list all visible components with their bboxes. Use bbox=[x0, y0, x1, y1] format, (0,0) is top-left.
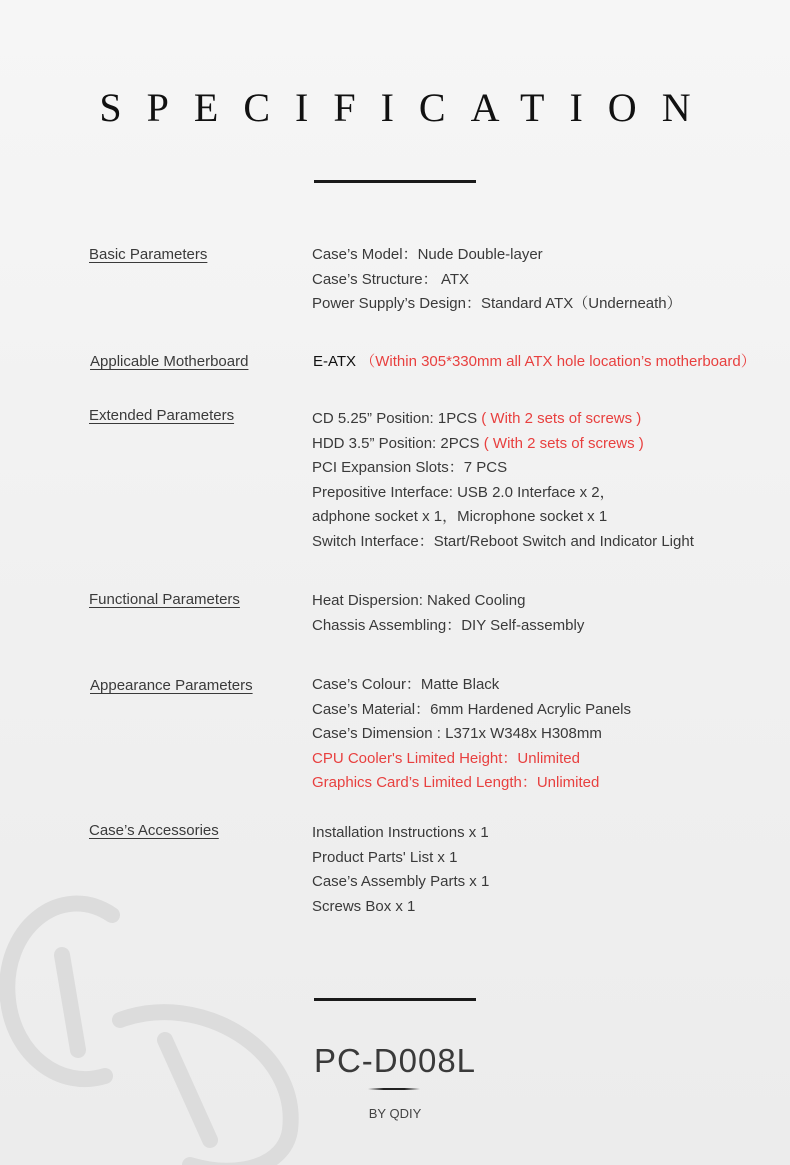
spec-line: CD 5.25” Position: 1PCS ( With 2 sets of screws ) bbox=[312, 410, 642, 427]
applicable-motherboard-label: Applicable Motherboard bbox=[90, 353, 249, 370]
screws-note: ( With 2 sets of screws ) bbox=[483, 434, 644, 452]
motherboard-note: （Within 305*330mm all ATX hole location’s motherboard） bbox=[360, 353, 756, 370]
spec-line: Case’s Model：Nude Double-layer bbox=[312, 246, 543, 263]
footer-divider bbox=[314, 998, 476, 1001]
screws-note: ( With 2 sets of screws ) bbox=[481, 410, 642, 427]
spec-line: Chassis Assembling：DIY Self-assembly bbox=[312, 616, 585, 634]
spec-line: Case’s Dimension : L371x W348x H308mm bbox=[312, 725, 602, 743]
spec-line: HDD 3.5” Position: 2PCS ( With 2 sets of screws ) bbox=[312, 434, 644, 452]
accessories-label: Case’s Accessories bbox=[89, 822, 219, 839]
title-divider bbox=[314, 180, 476, 183]
motherboard-value: E-ATX bbox=[313, 353, 357, 370]
spec-line: Heat Dispersion: Naked Cooling bbox=[312, 592, 526, 609]
spec-line: Screws Box x 1 bbox=[312, 897, 416, 915]
extended-parameters-label: Extended Parameters bbox=[89, 407, 235, 424]
spec-line: adphone socket x 1，Microphone socket x 1 bbox=[312, 508, 608, 526]
appearance-parameters-list bbox=[312, 673, 631, 796]
page-title: SPECIFICATION bbox=[99, 85, 716, 130]
extended-parameters-list bbox=[312, 407, 694, 555]
spec-line-highlight: Graphics Card’s Limited Length：Unlimited bbox=[312, 774, 600, 792]
spec-line-highlight: CPU Cooler's Limited Height：Unlimited bbox=[312, 749, 580, 767]
model-name: PC-D008L bbox=[313, 1042, 477, 1079]
basic-parameters-label: Basic Parameters bbox=[89, 246, 208, 263]
functional-parameters-label: Functional Parameters bbox=[89, 591, 240, 608]
spec-line: Case’s Colour：Matte Black bbox=[312, 676, 500, 693]
spec-line: Case’s Assembly Parts x 1 bbox=[312, 873, 490, 891]
spec-line: Prepositive Interface: USB 2.0 Interface x 2， bbox=[312, 483, 615, 501]
spec-line: Power Supply’s Design：Standard ATX（Underneath） bbox=[312, 295, 682, 313]
spec-line: Case’s Structure： ATX bbox=[312, 270, 470, 288]
functional-parameters-list bbox=[312, 589, 584, 638]
spec-line: Case’s Material：6mm Hardened Acrylic Panels bbox=[312, 700, 632, 718]
brand-watermark-logo bbox=[0, 880, 330, 1165]
model-underline bbox=[368, 1088, 420, 1090]
basic-parameters-list bbox=[312, 243, 682, 317]
spec-line: Switch Interface：Start/Reboot Switch and Indicator Light bbox=[312, 532, 694, 550]
spec-line: Product Parts' List x 1 bbox=[312, 848, 458, 866]
brand-byline: BY QDIY bbox=[368, 1106, 422, 1121]
spec-line: Installation Instructions x 1 bbox=[312, 824, 489, 841]
accessories-list bbox=[312, 821, 489, 919]
motherboard-spec bbox=[313, 350, 756, 375]
spec-line: PCI Expansion Slots：7 PCS bbox=[312, 459, 508, 477]
appearance-parameters-label: Appearance Parameters bbox=[90, 677, 253, 694]
